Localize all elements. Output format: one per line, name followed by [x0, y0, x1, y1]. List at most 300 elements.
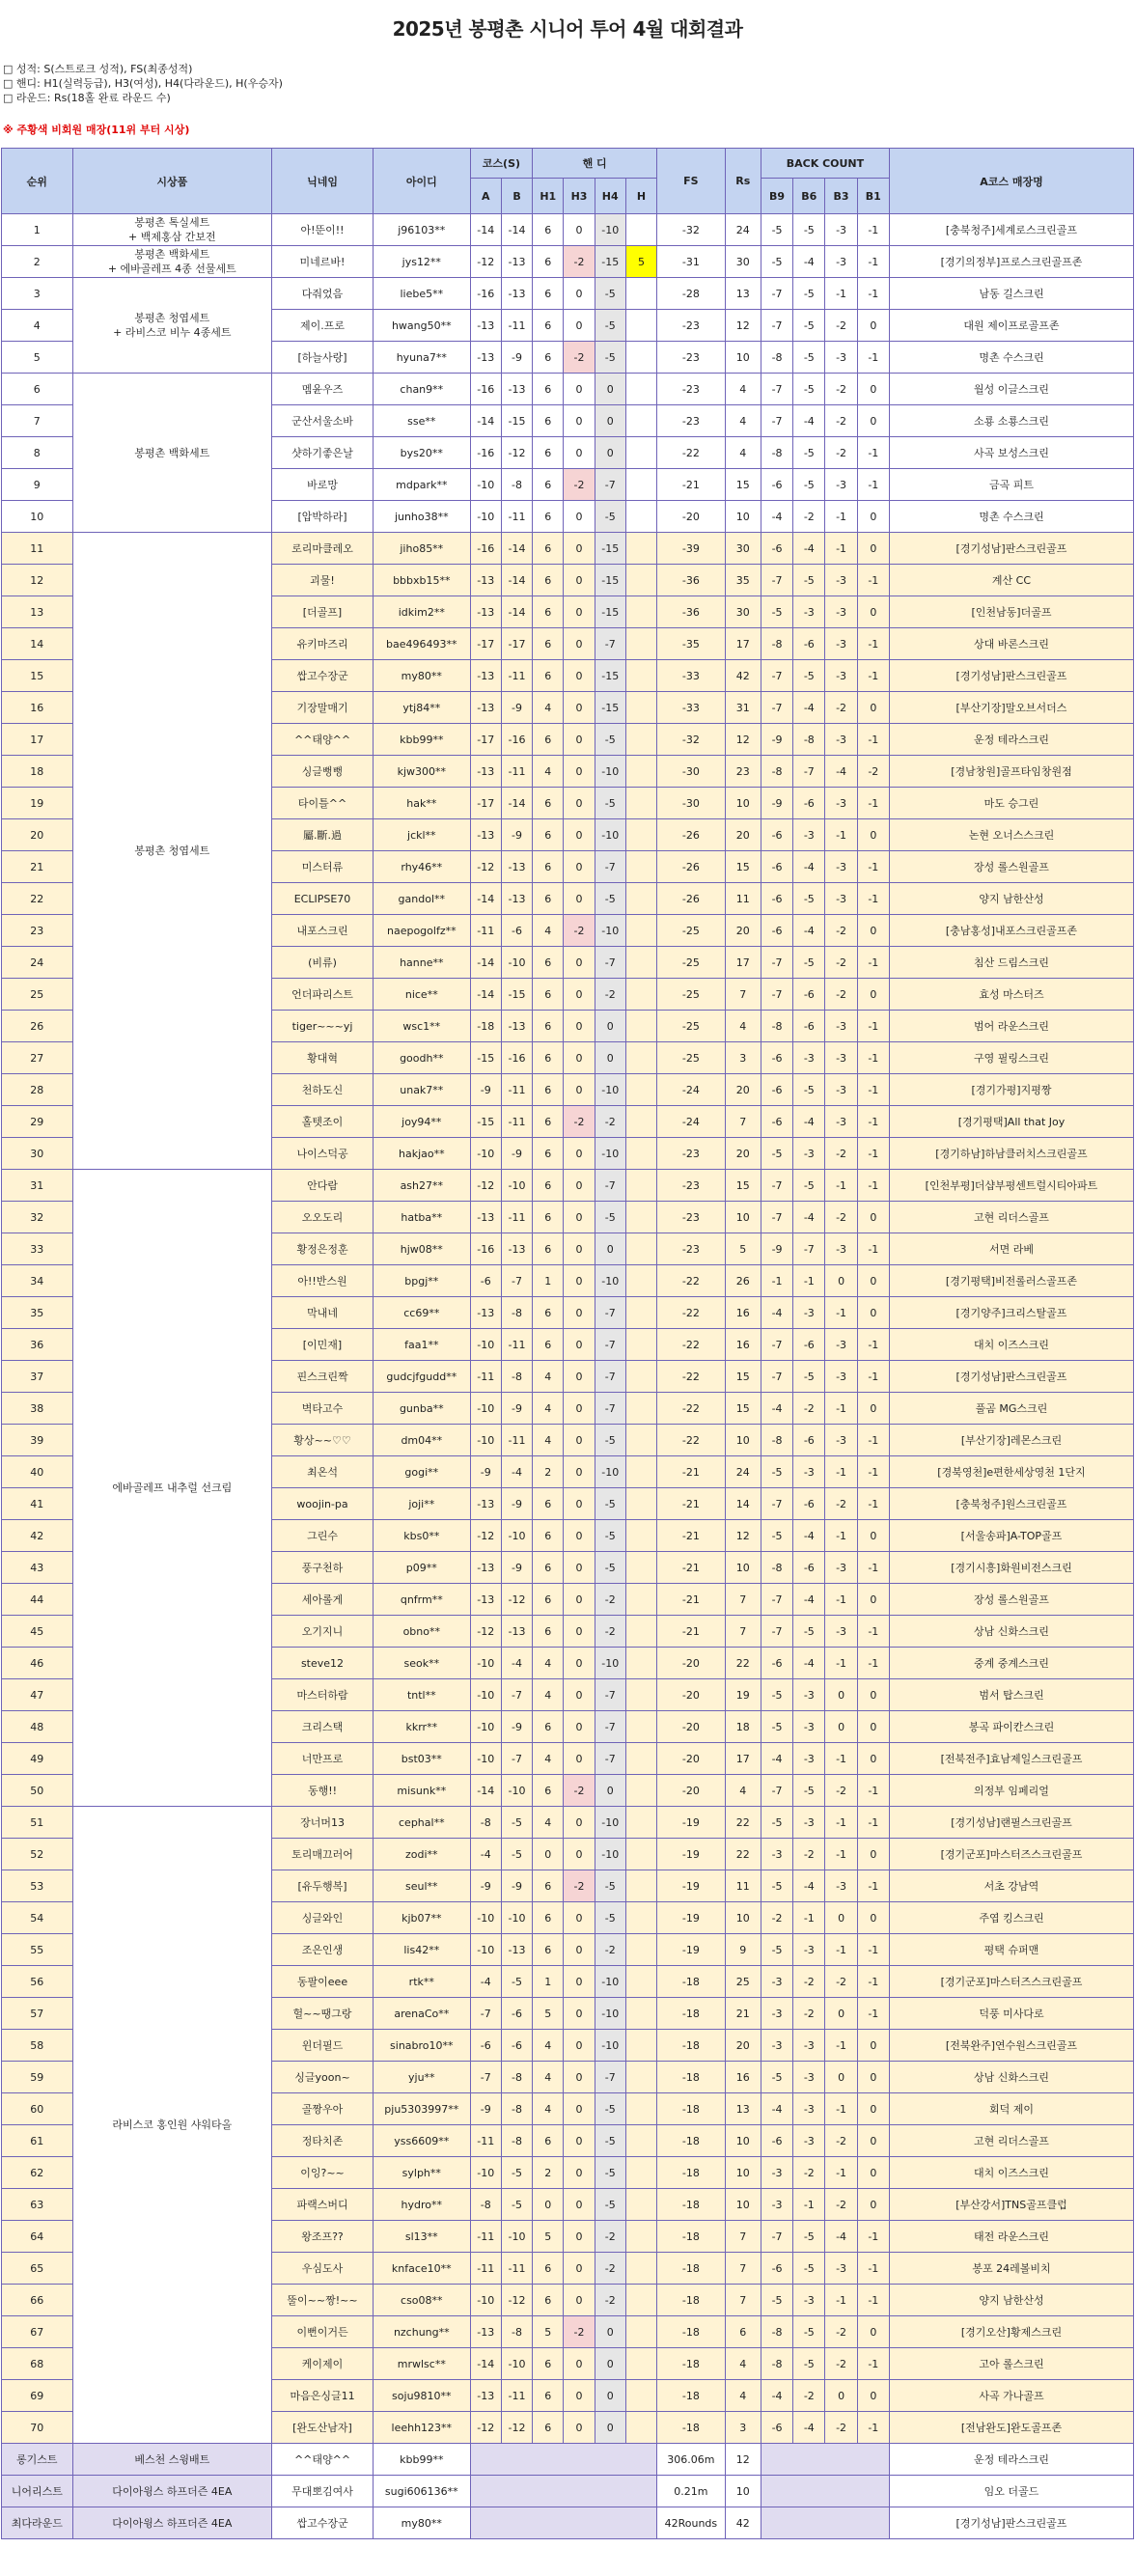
b9-cell: -3 [761, 2157, 792, 2189]
b9-cell: -6 [761, 819, 792, 851]
prize-cell: 라비스코 홍인원 샤워타올 [72, 1807, 272, 2444]
course-b-cell: -17 [501, 628, 532, 660]
fs-cell: -32 [657, 724, 726, 756]
nickname-cell: 제이.프로 [272, 310, 374, 342]
b6-cell: -3 [793, 596, 825, 628]
b3-cell: -4 [825, 756, 857, 788]
b1-cell: -1 [857, 1870, 889, 1902]
b1-cell: -1 [857, 2412, 889, 2444]
award-name-cell: 최다라운드 [2, 2507, 73, 2539]
store-cell: [경기군포]마스터즈스크린골프 [889, 1839, 1133, 1870]
b9-cell: -7 [761, 660, 792, 692]
b9-cell: -7 [761, 310, 792, 342]
course-a-cell: -11 [470, 2125, 501, 2157]
user-id-cell: sse** [373, 405, 470, 437]
b9-cell: -8 [761, 1425, 792, 1456]
rank-cell: 62 [2, 2157, 73, 2189]
user-id-cell: kbb99** [373, 2444, 470, 2476]
rs-cell: 10 [725, 1425, 761, 1456]
b1-cell: 0 [857, 1265, 889, 1297]
fs-cell: -36 [657, 565, 726, 596]
user-id-cell: lis42** [373, 1934, 470, 1966]
h1-cell: 6 [533, 1042, 564, 1074]
h-cell [625, 1584, 656, 1616]
h4-cell: -5 [595, 1870, 625, 1902]
b1-cell: -1 [857, 1616, 889, 1648]
h1-cell: 6 [533, 596, 564, 628]
store-cell: 임오 더골드 [889, 2476, 1133, 2507]
award-record-cell: 42Rounds [657, 2507, 726, 2539]
course-a-cell: -4 [470, 1839, 501, 1870]
fs-cell: -19 [657, 1902, 726, 1934]
b9-cell: -7 [761, 979, 792, 1011]
fs-cell: -23 [657, 374, 726, 405]
h3-cell: 0 [564, 628, 595, 660]
rank-cell: 63 [2, 2189, 73, 2221]
user-id-cell: bpgj** [373, 1265, 470, 1297]
user-id-cell: kbb99** [373, 724, 470, 756]
user-id-cell: p09** [373, 1552, 470, 1584]
store-cell: [인천남동]더골프 [889, 596, 1133, 628]
h3-cell: -2 [564, 246, 595, 278]
b9-cell: -8 [761, 756, 792, 788]
store-cell: 덕풍 미사다로 [889, 1998, 1133, 2030]
b3-cell: -2 [825, 1138, 857, 1170]
rank-cell: 41 [2, 1488, 73, 1520]
course-a-cell: -16 [470, 437, 501, 469]
course-a-cell: -16 [470, 278, 501, 310]
h-cell [625, 1329, 656, 1361]
nickname-cell: 아!!반스원 [272, 1265, 374, 1297]
store-cell: 사곡 보성스크린 [889, 437, 1133, 469]
h-cell [625, 1679, 656, 1711]
h-cell [625, 819, 656, 851]
nickname-cell: ECLIPSE70 [272, 883, 374, 915]
rank-cell: 24 [2, 947, 73, 979]
b6-cell: -5 [793, 278, 825, 310]
b3-cell: -3 [825, 565, 857, 596]
course-a-cell: -14 [470, 979, 501, 1011]
store-cell: 양지 남한산성 [889, 883, 1133, 915]
user-id-cell: sl13** [373, 2221, 470, 2253]
fs-cell: -25 [657, 947, 726, 979]
course-b-cell: -8 [501, 2093, 532, 2125]
header-prize: 시상품 [72, 149, 272, 214]
h3-cell: 0 [564, 1265, 595, 1297]
store-cell: [경기양주]크리스탈골프 [889, 1297, 1133, 1329]
fs-cell: -26 [657, 883, 726, 915]
user-id-cell: hwang50** [373, 310, 470, 342]
rs-cell: 4 [725, 1775, 761, 1807]
nickname-cell: 동팔이eee [272, 1966, 374, 1998]
fs-cell: -19 [657, 1870, 726, 1902]
store-cell: [경기성남]판스크린골프 [889, 2507, 1133, 2539]
b9-cell: -5 [761, 2285, 792, 2316]
table-row [2, 1807, 1134, 1839]
h-cell [625, 2125, 656, 2157]
store-cell: 남동 길스크린 [889, 278, 1133, 310]
b6-cell: -4 [793, 1520, 825, 1552]
b3-cell: -3 [825, 246, 857, 278]
b3-cell: -3 [825, 851, 857, 883]
fs-cell: -18 [657, 2348, 726, 2380]
fs-cell: -22 [657, 1425, 726, 1456]
store-cell: 마도 승그린 [889, 788, 1133, 819]
b6-cell: -3 [793, 1934, 825, 1966]
page-title: 2025년 봉평촌 시니어 투어 4월 대회결과 [392, 17, 743, 41]
h-cell [625, 915, 656, 947]
store-cell: [부산강서]TNS골프클럽 [889, 2189, 1133, 2221]
header-h4: H4 [595, 179, 625, 214]
h4-cell: -10 [595, 1138, 625, 1170]
b9-cell: -4 [761, 1743, 792, 1775]
user-id-cell: hak** [373, 788, 470, 819]
b1-cell: -1 [857, 947, 889, 979]
course-b-cell: -14 [501, 788, 532, 819]
user-id-cell: gudcjfgudd** [373, 1361, 470, 1393]
rank-cell: 59 [2, 2062, 73, 2093]
nickname-cell: 천하도신 [272, 1074, 374, 1106]
rank-cell: 17 [2, 724, 73, 756]
user-id-cell: sinabro10** [373, 2030, 470, 2062]
h-cell [625, 596, 656, 628]
b3-cell: -3 [825, 724, 857, 756]
course-a-cell: -10 [470, 1679, 501, 1711]
h3-cell: 0 [564, 819, 595, 851]
h1-cell: 6 [533, 2348, 564, 2380]
course-a-cell: -9 [470, 1870, 501, 1902]
rank-cell: 21 [2, 851, 73, 883]
nickname-cell: 오오도리 [272, 1202, 374, 1233]
rank-cell: 31 [2, 1170, 73, 1202]
b6-cell: -4 [793, 1202, 825, 1233]
h1-cell: 6 [533, 2380, 564, 2412]
nickname-cell: 풍구천하 [272, 1552, 374, 1584]
nickname-cell: 안다람 [272, 1170, 374, 1202]
rank-cell: 70 [2, 2412, 73, 2444]
rs-cell: 15 [725, 1393, 761, 1425]
store-cell: [경기군포]마스터즈스크린골프 [889, 1966, 1133, 1998]
h-cell [625, 2285, 656, 2316]
header-backcount: BACK COUNT [761, 149, 889, 179]
b9-cell: -3 [761, 1998, 792, 2030]
h1-cell: 0 [533, 2189, 564, 2221]
h1-cell: 2 [533, 1456, 564, 1488]
fs-cell: -18 [657, 2030, 726, 2062]
course-a-cell: -12 [470, 1616, 501, 1648]
h4-cell: -10 [595, 1648, 625, 1679]
h1-cell: 4 [533, 1807, 564, 1839]
fs-cell: -33 [657, 692, 726, 724]
award-record-cell: 306.06m [657, 2444, 726, 2476]
b6-cell: -4 [793, 915, 825, 947]
table-row [2, 278, 1134, 310]
course-b-cell: -8 [501, 469, 532, 501]
header-h3: H3 [564, 179, 595, 214]
h4-cell: -10 [595, 1839, 625, 1870]
b1-cell: 0 [857, 1743, 889, 1775]
h4-cell: -10 [595, 1807, 625, 1839]
user-id-cell: qnfrm** [373, 1584, 470, 1616]
rs-cell: 10 [725, 342, 761, 374]
user-id-cell: wsc1** [373, 1011, 470, 1042]
h1-cell: 6 [533, 1074, 564, 1106]
user-id-cell: jys12** [373, 246, 470, 278]
h-cell [625, 1361, 656, 1393]
b9-cell: -7 [761, 1488, 792, 1520]
rs-cell: 18 [725, 1711, 761, 1743]
h4-cell: -2 [595, 979, 625, 1011]
course-b-cell: -8 [501, 1297, 532, 1329]
h1-cell: 6 [533, 628, 564, 660]
header-handicap: 핸 디 [533, 149, 657, 179]
store-cell: 대치 이즈스크린 [889, 2157, 1133, 2189]
rs-cell: 30 [725, 596, 761, 628]
rank-cell: 28 [2, 1074, 73, 1106]
fs-cell: -21 [657, 469, 726, 501]
nickname-cell: 뚤이~~짱!~~ [272, 2285, 374, 2316]
course-b-cell: -6 [501, 1998, 532, 2030]
nickname-cell: 미네르바! [272, 246, 374, 278]
fs-cell: -21 [657, 1616, 726, 1648]
course-b-cell: -11 [501, 2253, 532, 2285]
h3-cell: 0 [564, 596, 595, 628]
nickname-cell: 너만프로 [272, 1743, 374, 1775]
h4-cell: -2 [595, 1934, 625, 1966]
nickname-cell: [하늘사랑] [272, 342, 374, 374]
header-store: A코스 매장명 [889, 149, 1133, 214]
rs-cell: 11 [725, 883, 761, 915]
blank-cell [761, 2444, 889, 2476]
b3-cell: -1 [825, 533, 857, 565]
course-b-cell: -13 [501, 883, 532, 915]
b6-cell: -3 [793, 2062, 825, 2093]
rank-cell: 27 [2, 1042, 73, 1074]
b3-cell: -3 [825, 883, 857, 915]
b1-cell: -1 [857, 246, 889, 278]
course-b-cell: -13 [501, 1233, 532, 1265]
b6-cell: -4 [793, 851, 825, 883]
rs-cell: 7 [725, 979, 761, 1011]
user-id-cell: leehh123** [373, 2412, 470, 2444]
rank-cell: 25 [2, 979, 73, 1011]
course-a-cell: -14 [470, 1775, 501, 1807]
course-b-cell: -14 [501, 533, 532, 565]
rs-cell: 10 [725, 1902, 761, 1934]
b3-cell: -3 [825, 1425, 857, 1456]
h4-cell: -2 [595, 1616, 625, 1648]
h4-cell: 0 [595, 2316, 625, 2348]
header-b3: B3 [825, 179, 857, 214]
nickname-cell: 크리스택 [272, 1711, 374, 1743]
nickname-cell: 벽타고수 [272, 1393, 374, 1425]
user-id-cell: joji** [373, 1488, 470, 1520]
rank-cell: 16 [2, 692, 73, 724]
header-rank: 순위 [2, 149, 73, 214]
course-b-cell: -12 [501, 2285, 532, 2316]
fs-cell: -18 [657, 2253, 726, 2285]
b6-cell: -3 [793, 1679, 825, 1711]
nickname-cell: 세아롤게 [272, 1584, 374, 1616]
h3-cell: 0 [564, 1934, 595, 1966]
rank-cell: 45 [2, 1616, 73, 1648]
prize-cell: 봉평촌 청엽세트 + 라비스코 비누 4종세트 [72, 278, 272, 374]
store-cell: [경기평택]비전롤러스골프존 [889, 1265, 1133, 1297]
user-id-cell: soju9810** [373, 2380, 470, 2412]
h4-cell: -5 [595, 1425, 625, 1456]
user-id-cell: kjw300** [373, 756, 470, 788]
b3-cell: -1 [825, 2030, 857, 2062]
h3-cell: 0 [564, 2030, 595, 2062]
h3-cell: 0 [564, 756, 595, 788]
h3-cell: 0 [564, 2189, 595, 2221]
fs-cell: -21 [657, 1456, 726, 1488]
b3-cell: -3 [825, 1616, 857, 1648]
course-b-cell: -13 [501, 1011, 532, 1042]
store-cell: 논현 오너스스크린 [889, 819, 1133, 851]
nickname-cell: 미스터류 [272, 851, 374, 883]
h4-cell: -7 [595, 1297, 625, 1329]
h4-cell: -10 [595, 915, 625, 947]
b3-cell: -2 [825, 2316, 857, 2348]
b6-cell: -6 [793, 1425, 825, 1456]
fs-cell: -26 [657, 851, 726, 883]
b6-cell: -6 [793, 979, 825, 1011]
fs-cell: -33 [657, 660, 726, 692]
h3-cell: 0 [564, 2221, 595, 2253]
b6-cell: -8 [793, 724, 825, 756]
rs-cell: 25 [725, 1966, 761, 1998]
user-id-cell: cso08** [373, 2285, 470, 2316]
course-b-cell: -6 [501, 2030, 532, 2062]
h-cell [625, 628, 656, 660]
h-cell [625, 1839, 656, 1870]
nickname-cell: tiger~~~yj [272, 1011, 374, 1042]
course-a-cell: -14 [470, 947, 501, 979]
rank-cell: 67 [2, 2316, 73, 2348]
b9-cell: -6 [761, 1648, 792, 1679]
course-a-cell: -13 [470, 2316, 501, 2348]
b6-cell: -5 [793, 2348, 825, 2380]
course-b-cell: -10 [501, 1902, 532, 1934]
fs-cell: -30 [657, 756, 726, 788]
h4-cell: -15 [595, 246, 625, 278]
fs-cell: -35 [657, 628, 726, 660]
b6-cell: -4 [793, 533, 825, 565]
b9-cell: -6 [761, 851, 792, 883]
h-cell [625, 1616, 656, 1648]
user-id-cell: sylph** [373, 2157, 470, 2189]
nickname-cell: 유키마즈리 [272, 628, 374, 660]
h4-cell: -5 [595, 788, 625, 819]
course-a-cell: -12 [470, 1170, 501, 1202]
nickname-cell: 싱글와인 [272, 1902, 374, 1934]
course-a-cell: -10 [470, 1329, 501, 1361]
nickname-cell: 屬.斷.過 [272, 819, 374, 851]
course-a-cell: -14 [470, 214, 501, 246]
store-cell: 의정부 임페리얼 [889, 1775, 1133, 1807]
fs-cell: -21 [657, 1488, 726, 1520]
h3-cell: 0 [564, 2285, 595, 2316]
course-a-cell: -13 [470, 1552, 501, 1584]
store-cell: 명촌 수스크린 [889, 501, 1133, 533]
b6-cell: -5 [793, 469, 825, 501]
h-cell [625, 788, 656, 819]
h3-cell: 0 [564, 1679, 595, 1711]
h1-cell: 4 [533, 2093, 564, 2125]
h1-cell: 6 [533, 2285, 564, 2316]
course-a-cell: -10 [470, 1743, 501, 1775]
rank-cell: 53 [2, 1870, 73, 1902]
b6-cell: -3 [793, 1743, 825, 1775]
b9-cell: -7 [761, 692, 792, 724]
user-id-cell: arenaCo** [373, 1998, 470, 2030]
course-b-cell: -11 [501, 501, 532, 533]
h4-cell: -5 [595, 1552, 625, 1584]
b6-cell: -3 [793, 2030, 825, 2062]
h1-cell: 6 [533, 1520, 564, 1552]
b1-cell: -1 [857, 1807, 889, 1839]
h-cell [625, 1456, 656, 1488]
course-b-cell: -13 [501, 851, 532, 883]
h1-cell: 1 [533, 1265, 564, 1297]
h3-cell: 0 [564, 405, 595, 437]
b1-cell: -1 [857, 1106, 889, 1138]
nickname-cell: 토리매끄러어 [272, 1839, 374, 1870]
b1-cell: 0 [857, 310, 889, 342]
rs-cell: 10 [725, 788, 761, 819]
h4-cell: -7 [595, 469, 625, 501]
store-cell: 침산 드림스크린 [889, 947, 1133, 979]
course-b-cell: -12 [501, 2412, 532, 2444]
b3-cell: -3 [825, 1870, 857, 1902]
fs-cell: -21 [657, 1552, 726, 1584]
h-cell [625, 214, 656, 246]
b6-cell: -5 [793, 1074, 825, 1106]
b9-cell: -8 [761, 1011, 792, 1042]
legend-handicap: □ 핸디: H1(실력등급), H3(여성), H4(다라운드), H(우승자) [3, 77, 283, 90]
rank-cell: 5 [2, 342, 73, 374]
h1-cell: 6 [533, 1870, 564, 1902]
award-prize-cell: 베스천 스윙배트 [72, 2444, 272, 2476]
b1-cell: 0 [857, 1839, 889, 1870]
rs-cell: 7 [725, 1584, 761, 1616]
h3-cell: 0 [564, 1074, 595, 1106]
header-nickname: 닉네임 [272, 149, 374, 214]
fs-cell: -21 [657, 1584, 726, 1616]
b6-cell: -3 [793, 2285, 825, 2316]
course-a-cell: -17 [470, 724, 501, 756]
b6-cell: -5 [793, 214, 825, 246]
rs-cell: 3 [725, 2412, 761, 2444]
rs-cell: 30 [725, 246, 761, 278]
b3-cell: -2 [825, 692, 857, 724]
b9-cell: -3 [761, 1839, 792, 1870]
b9-cell: -7 [761, 278, 792, 310]
store-cell: 운정 테라스크린 [889, 2444, 1133, 2476]
course-a-cell: -12 [470, 2412, 501, 2444]
b1-cell: 0 [857, 819, 889, 851]
h-cell [625, 1138, 656, 1170]
course-a-cell: -18 [470, 1011, 501, 1042]
h4-cell: 0 [595, 1775, 625, 1807]
nickname-cell: 우심도사 [272, 2253, 374, 2285]
b1-cell: -1 [857, 628, 889, 660]
user-id-cell: kbs0** [373, 1520, 470, 1552]
h1-cell: 4 [533, 756, 564, 788]
course-b-cell: -14 [501, 565, 532, 596]
h-cell [625, 692, 656, 724]
